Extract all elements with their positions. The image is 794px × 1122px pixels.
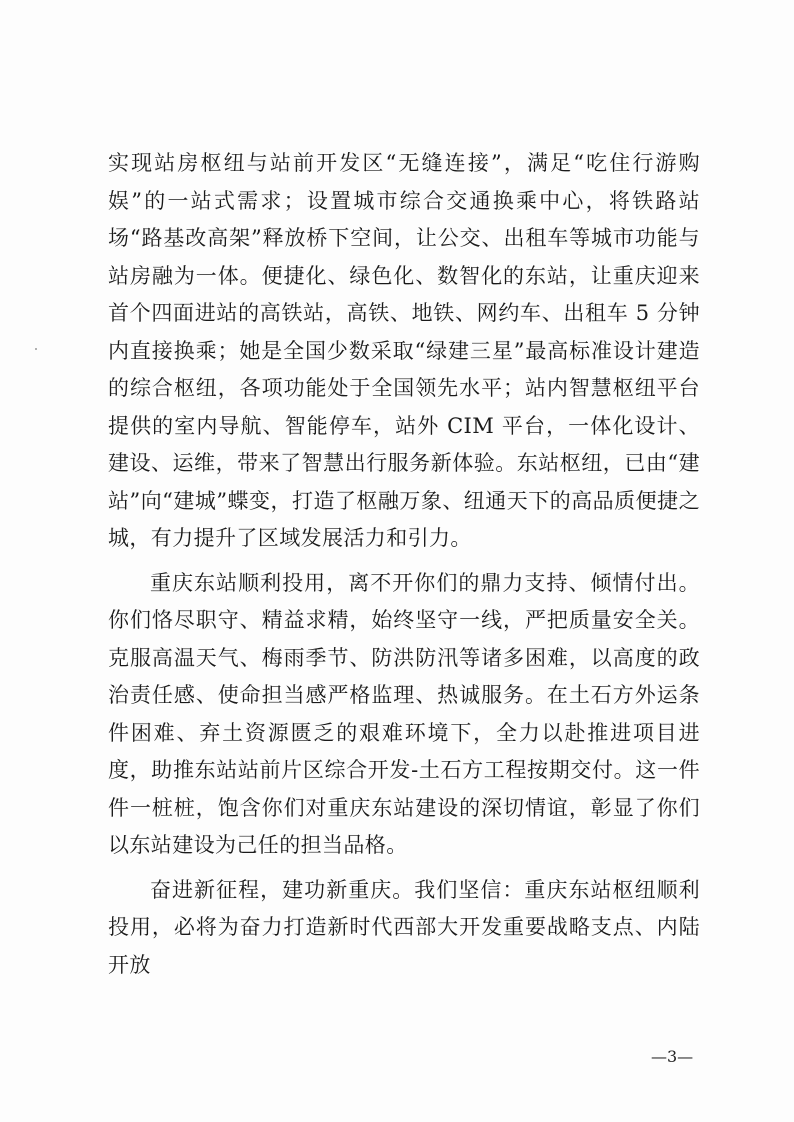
scan-speck [35,348,37,350]
page-number: —3— [651,1047,694,1066]
paragraph-1: 实现站房枢纽与站前开发区“无缝连接”，满足“吃住行游购娱”的一站式需求；设置城市综合交通换乘中心，将铁路站场“路基改高架”释放桥下空间，让公交、出租车等城市功能与站房融为一体。便捷化、绿色化、数智化的东站，让重庆迎来首个四面进站的高铁站，高铁、地铁、网约车、出租车 5 分钟内直接换乘；她是全国少数采取“绿建三星”最高标准设计建造的综合枢纽，各项功能处于全国领先水平；站内智慧枢纽平台提供的室内导航、智能停车，站外 CIM 平台，一体化设计、建设、运维，带来了智慧出行服务新体验。东站枢纽，已由“建站”向“建城”蝶变，打造了枢融万象、纽通天下的高品质便捷之城，有力提升了区域发展活力和引力。 [108,151,700,550]
paragraph-2: 重庆东站顺利投用，离不开你们的鼎力支持、倾情付出。你们恪尽职守、精益求精，始终坚守一线，严把质量安全关。克服高温天气、梅雨季节、防洪防汛等诸多困难，以高度的政治责任感、使命担当感严格监理、热诚服务。在土石方外运条件困难、弃土资源匮乏的艰难环境下，全力以赴推进项目进度，助推东站站前片区综合开发-土石方工程按期交付。这一件件一桩桩，饱含你们对重庆东站建设的深切情谊，彰显了你们以东站建设为己任的担当品格。 [108,570,700,857]
body-text [108,145,700,984]
paragraph-3: 奋进新征程，建功新重庆。我们坚信：重庆东站枢纽顺利投用，必将为奋力打造新时代西部大开发重要战略支点、内陆开放 [108,877,700,977]
